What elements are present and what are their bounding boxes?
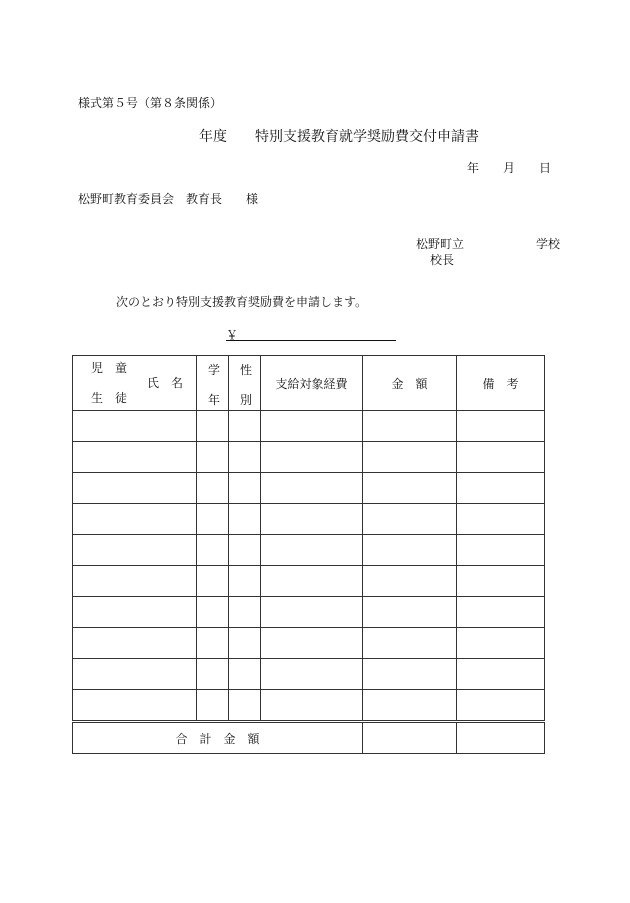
remarks-cell[interactable] [457, 659, 545, 690]
amount-cell[interactable] [363, 442, 457, 473]
total-label: 合 計 金 額 [73, 722, 363, 754]
sex-cell[interactable] [229, 566, 261, 597]
date-line: 年 月 日 [467, 161, 552, 175]
header-expense: 支給対象経費 [261, 356, 363, 411]
amount-underline [226, 339, 396, 341]
table-row [73, 690, 545, 722]
remarks-cell[interactable] [457, 690, 545, 722]
table-row [73, 597, 545, 628]
table-row [73, 411, 545, 442]
sex-cell[interactable] [229, 411, 261, 442]
header-grade [197, 356, 229, 411]
expense-cell[interactable] [261, 504, 363, 535]
principal-line: 校長 [430, 253, 455, 267]
expense-cell[interactable] [261, 411, 363, 442]
student-name-cell[interactable] [73, 566, 197, 597]
amount-cell[interactable] [363, 597, 457, 628]
grade-cell[interactable] [197, 411, 229, 442]
grade-cell[interactable] [197, 659, 229, 690]
remarks-cell[interactable] [457, 628, 545, 659]
remarks-cell[interactable] [457, 566, 545, 597]
amount-cell[interactable] [363, 628, 457, 659]
amount-cell[interactable] [363, 690, 457, 722]
header-sex-bottom: 別 [240, 393, 253, 407]
addressee: 松野町教育委員会 教育長 様 [78, 192, 259, 206]
sex-cell[interactable] [229, 504, 261, 535]
grade-cell[interactable] [197, 628, 229, 659]
sex-cell[interactable] [229, 597, 261, 628]
expense-cell[interactable] [261, 597, 363, 628]
amount-cell[interactable] [363, 473, 457, 504]
total-amount-cell[interactable] [363, 722, 457, 754]
table-row [73, 473, 545, 504]
grade-cell[interactable] [197, 535, 229, 566]
remarks-cell[interactable] [457, 473, 545, 504]
remarks-cell[interactable] [457, 504, 545, 535]
student-name-cell[interactable] [73, 411, 197, 442]
header-remarks: 備 考 [457, 356, 545, 411]
grade-cell[interactable] [197, 690, 229, 722]
table-row [73, 566, 545, 597]
amount-cell[interactable] [363, 504, 457, 535]
sex-cell[interactable] [229, 628, 261, 659]
header-student-name: 氏 名 [147, 376, 184, 390]
remarks-cell[interactable] [457, 411, 545, 442]
yen-mark: ￥ [226, 328, 239, 342]
grade-cell[interactable] [197, 566, 229, 597]
request-text: 次のとおり特別支援教育奨励費を申請します。 [116, 295, 368, 309]
grade-cell[interactable] [197, 504, 229, 535]
header-sex [229, 356, 261, 411]
student-name-cell[interactable] [73, 628, 197, 659]
table-row [73, 659, 545, 690]
sex-cell[interactable] [229, 535, 261, 566]
table-row [73, 442, 545, 473]
expense-cell[interactable] [261, 566, 363, 597]
total-remarks-cell[interactable] [457, 722, 545, 754]
grade-cell[interactable] [197, 442, 229, 473]
remarks-cell[interactable] [457, 442, 545, 473]
header-student-bottom: 生 徒 [91, 391, 128, 405]
expense-cell[interactable] [261, 690, 363, 722]
application-table [72, 355, 545, 754]
expense-cell[interactable] [261, 659, 363, 690]
school-line: 松野町立 学校 [416, 237, 561, 251]
student-name-cell[interactable] [73, 473, 197, 504]
grade-cell[interactable] [197, 473, 229, 504]
table-row [73, 504, 545, 535]
table-row [73, 535, 545, 566]
sex-cell[interactable] [229, 442, 261, 473]
expense-cell[interactable] [261, 473, 363, 504]
table-header-row [73, 356, 545, 411]
expense-cell[interactable] [261, 442, 363, 473]
remarks-cell[interactable] [457, 597, 545, 628]
form-number: 様式第５号（第８条関係） [78, 96, 223, 110]
sex-cell[interactable] [229, 473, 261, 504]
expense-cell[interactable] [261, 535, 363, 566]
amount-cell[interactable] [363, 535, 457, 566]
student-name-cell[interactable] [73, 659, 197, 690]
student-name-cell[interactable] [73, 504, 197, 535]
header-amount: 金 額 [363, 356, 457, 411]
total-row [73, 722, 545, 754]
header-sex-top: 性 [240, 363, 253, 377]
header-grade-top: 学 [208, 363, 221, 377]
table-row [73, 628, 545, 659]
sex-cell[interactable] [229, 659, 261, 690]
sex-cell[interactable] [229, 690, 261, 722]
page-title: 年度 特別支援教育就学奨励費交付申請書 [199, 129, 479, 145]
expense-cell[interactable] [261, 628, 363, 659]
amount-cell[interactable] [363, 659, 457, 690]
student-name-cell[interactable] [73, 690, 197, 722]
header-student [73, 356, 197, 411]
header-grade-bottom: 年 [208, 393, 221, 407]
student-name-cell[interactable] [73, 442, 197, 473]
student-name-cell[interactable] [73, 535, 197, 566]
amount-cell[interactable] [363, 566, 457, 597]
amount-cell[interactable] [363, 411, 457, 442]
student-name-cell[interactable] [73, 597, 197, 628]
header-student-top: 児 童 [91, 361, 128, 375]
grade-cell[interactable] [197, 597, 229, 628]
remarks-cell[interactable] [457, 535, 545, 566]
